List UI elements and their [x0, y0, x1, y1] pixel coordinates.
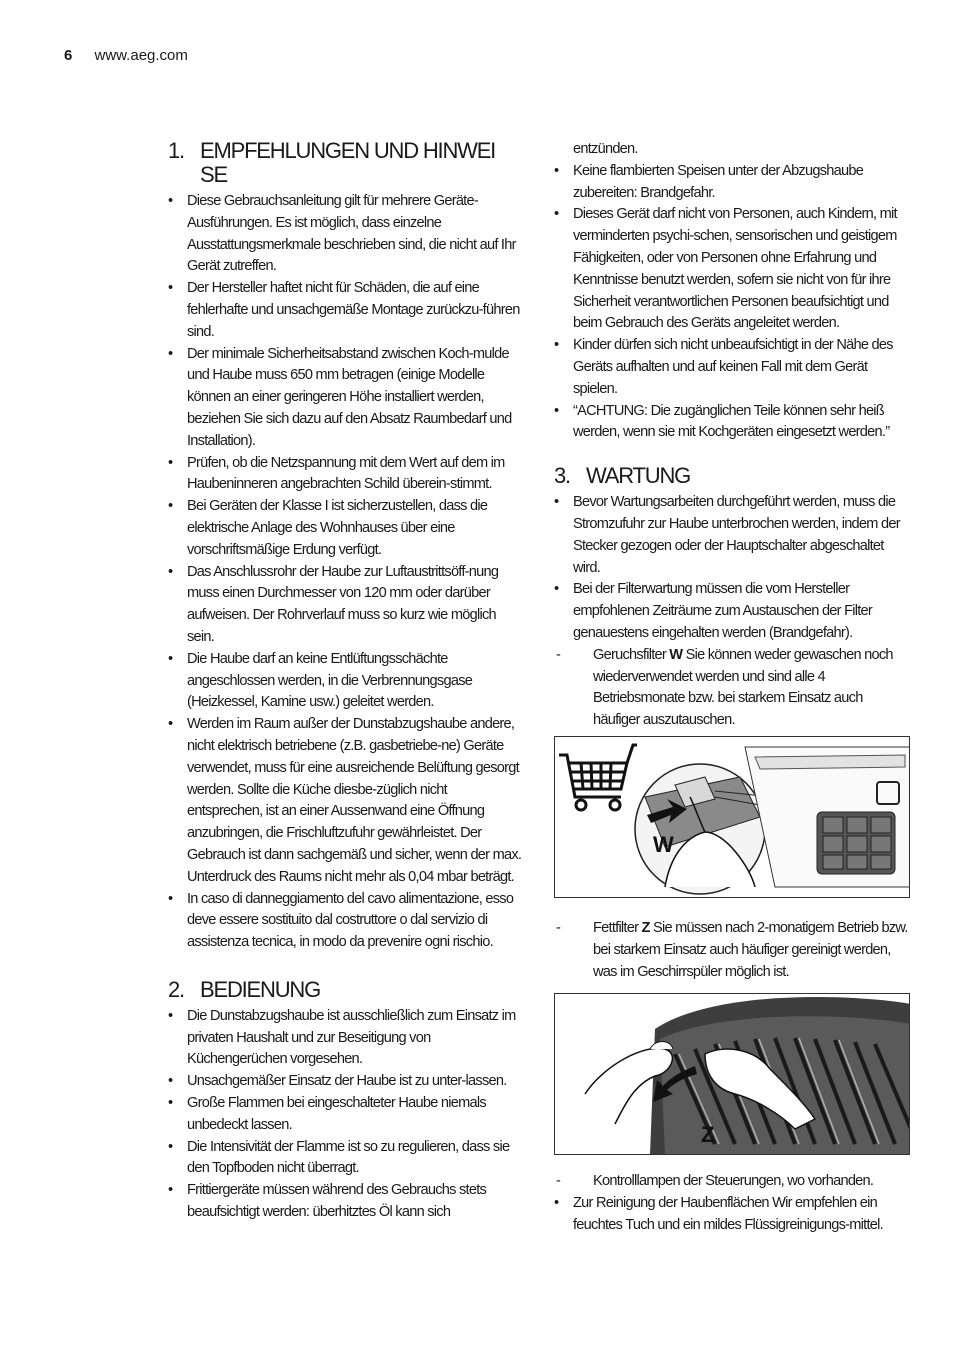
filter-letter-w: W [669, 646, 683, 663]
section3-number: 3. [554, 463, 570, 489]
section1-title: EMPFEHLUNGEN UND HINWEI SE [200, 138, 496, 187]
site-url[interactable]: www.aeg.com [94, 47, 188, 64]
list-item: • Große Flammen bei eingeschalteter Haube niemals unbedeckt lassen. [168, 1093, 523, 1137]
section3-sublist-2 [554, 918, 910, 983]
section1-list [168, 191, 523, 954]
grease-filter-item: - Fettfilter Z Sie müssen nach 2-monatigem Betrieb bzw. bei starkem Einsatz auch häufiger gereinigt werden, was im Geschirrspüler möglich ist. [554, 918, 910, 983]
list-item: • Der Hersteller haftet nicht für Schäden, die auf eine fehlerhafte und unsachgemäße Montage zurückzu-führen sind. [168, 278, 523, 343]
section2-list [168, 1006, 523, 1224]
section3-title: WARTUNG [586, 463, 691, 489]
section3-sublist-3 [554, 1171, 910, 1193]
list-item: • Prüfen, ob die Netzspannung mit dem Wert auf dem im Haubeninneren angebrachten Schild überein-stimmt. [168, 453, 523, 497]
list-item: • Keine flambierten Speisen unter der Abzugshaube zubereiten: Brandgefahr. [554, 161, 910, 205]
list-item: • Unsachgemäßer Einsatz der Haube ist zu unter-lassen. [168, 1071, 523, 1093]
shopping-cart-icon [559, 745, 637, 810]
section2-title: BEDIENUNG [200, 976, 320, 1002]
section2-continuation: entzünden. [573, 141, 638, 157]
page-number: 6 [64, 47, 73, 64]
section3-list [554, 492, 910, 645]
list-item: • Frittiergeräte müssen während des Gebrauchs stets beaufsichtigt werden: überhitztes Öl kann sich [168, 1180, 523, 1224]
odour-filter-item: - Geruchsfilter W Sie können weder gewaschen noch wiederverwendet werden und sind alle 4 Betriebsmonate bzw. bei starkem Einsatz auch häufiger auszutauschen. [554, 645, 910, 732]
section2-number: 2. [168, 976, 184, 1002]
list-item: • Bei Geräten der Klasse I ist sicherzustellen, dass die elektrische Anlage des Wohnhauses über eine vorschriftsmäßige Erdung verfügt. [168, 496, 523, 561]
control-lamps-item: - Kontrolllampen der Steuerungen, wo vorhanden. [554, 1171, 910, 1193]
page-header [64, 47, 188, 64]
grease-filter-drawing [555, 994, 910, 1154]
list-item: • Werden im Raum außer der Dunstabzugshaube andere, nicht elektrisch betriebene (z.B. gasbetriebe-ne) Geräte verwendet, muss für eine ausreichende Belüftung gesorgt werden. Sollte die Küche diesbe-züglich nicht entsprechen, ist an einer Aussenwand eine Öffnung anzubringen, die Frischluftzufuhr gewährleistet. Der Gebrauch ist dann sachgemäß und sicher, wenn der max. Unterdruck des Raums nicht mehr als 0,04 mbar beträgt. [168, 714, 523, 888]
list-item: • Die Dunstabzugshaube ist ausschließlich zum Einsatz im privaten Haushalt und zur Beseitigung von Küchengerüchen vorgesehen. [168, 1006, 523, 1071]
section1-heading [168, 139, 523, 187]
list-item: • Bevor Wartungsarbeiten durchgeführt werden, muss die Stromzufuhr zur Haube unterbrochen werden, indem der Stecker gezogen oder der Hauptschalter abgeschaltet wird. [554, 492, 910, 579]
list-item: • Kinder dürfen sich nicht unbeaufsichtigt in der Nähe des Geräts aufhalten und auf keinen Fall mit dem Gerät spielen. [554, 335, 910, 400]
list-item: • Der minimale Sicherheitsabstand zwischen Koch-mulde und Haube muss 650 mm betragen (einige Modelle können an einer geringeren Höhe installiert werden, beziehen Sie sich dazu auf den Absatz Raumbedarf und Installation). [168, 344, 523, 453]
filter-letter-z: Z [641, 919, 650, 936]
cleaning-item: • Zur Reinigung der Haubenflächen Wir empfehlen ein feuchtes Tuch und ein mildes Flüssigreinigungs-mittel. [554, 1193, 910, 1237]
section2-list-cont [554, 161, 910, 444]
list-item: • Diese Gebrauchsanleitung gilt für mehrere Geräte-Ausführungen. Es ist möglich, dass einzelne Ausstattungsmerkmale beschrieben sind, die nicht auf Ihr Gerät zutreffen. [168, 191, 523, 278]
list-item: • Die Haube darf an keine Entlüftungsschächte angeschlossen werden, in die Verbrennungsgase (Heizkessel, Kamine usw.) geleitet werden. [168, 649, 523, 714]
section3-list-end [554, 1193, 910, 1237]
list-item: • In caso di danneggiamento del cavo alimentazione, esso deve essere sostituito dal costruttore o dal servizio di assistenza tecnica, in modo da prevenire ogni rischio. [168, 889, 523, 954]
list-item: • Dieses Gerät darf nicht von Personen, auch Kindern, mit verminderten psychi-schen, sensorischen und geistigem Fähigkeiten, oder von Personen ohne Erfahrung und Kenntnisse benutzt werden, sofern sie nicht von für ihre Sicherheit verantwortlichen Personen beaufsichtigt und beim Gebrauch des Geräts angeleitet werden. [554, 204, 910, 335]
section1-number: 1. [168, 138, 184, 163]
section3-heading [554, 464, 910, 488]
section2-heading [168, 978, 523, 1002]
list-item: • “ACHTUNG: Die zugänglichen Teile können sehr heiß werden, wenn sie mit Kochgeräten eingesetzt werden.” [554, 401, 910, 445]
odour-filter-illustration [554, 736, 910, 898]
figure-label-w: W [653, 831, 674, 857]
right-column [554, 139, 910, 1237]
list-item: • Bei der Filterwartung müssen die vom Hersteller empfohlenen Zeiträume zum Austauschen der Filter genauestens eingehalten werden (Brandgefahr). [554, 579, 910, 644]
list-item: • Das Anschlussrohr der Haube zur Luftaustrittsöff-nung muss einen Durchmesser von 120 mm oder darüber aufweisen. Der Rohrverlauf muss so kurz wie möglich sein. [168, 562, 523, 649]
carbon-filter [817, 812, 895, 874]
left-column [168, 139, 523, 1224]
section3-sublist-1 [554, 645, 910, 732]
list-item: • Die Intensivität der Flamme ist so zu regulieren, dass sie den Topfboden nicht überragt. [168, 1137, 523, 1181]
figure-label-z: Z [701, 1122, 715, 1148]
odour-filter-drawing [555, 737, 910, 897]
grease-filter-illustration [554, 993, 910, 1155]
